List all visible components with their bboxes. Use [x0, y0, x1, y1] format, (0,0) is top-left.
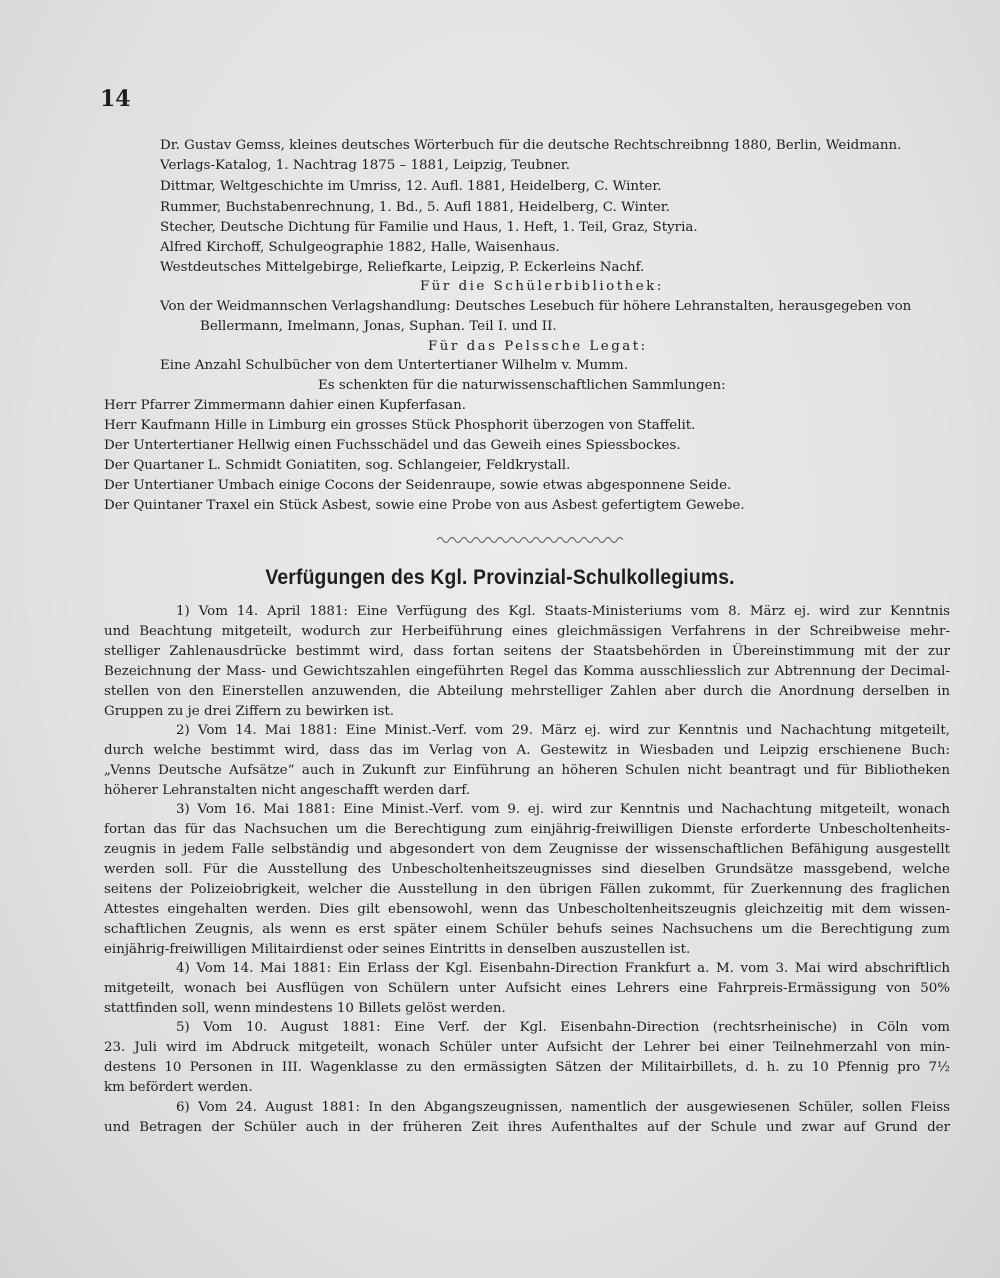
book-entry: Westdeutsches Mittelgebirge, Reliefkarte, Leipzig, P. Eckerleins Nachf.	[160, 260, 645, 275]
book-entry: Alfred Kirchoff, Schulgeographie 1882, Halle, Waisenhaus.	[160, 240, 560, 255]
book-entry: Dittmar, Weltgeschichte im Umriss, 12. Aufl. 1881, Heidelberg, C. Winter.	[160, 179, 662, 194]
decree-line: mitgeteilt, wonach bei Ausflügen von Schülern unter Aufsicht eines Lehrers eine Fahrpreis-Ermässigung von 50%	[104, 981, 950, 996]
decree-line: fortan das für das Nachsuchen um die Berechtigung zum einjährig-freiwilligen Dienste erforderte Unbescholtenheits-	[104, 822, 950, 837]
decree-line: Gruppen zu je drei Ziffern zu bewirken ist.	[104, 704, 394, 719]
book-entry: Dr. Gustav Gemss, kleines deutsches Wörterbuch für die deutsche Rechtschreibnng 1880, Berlin, Weidmann.	[160, 138, 902, 153]
page-number: 14	[100, 86, 131, 112]
decree-line: zeugnis in jedem Falle selbständig und abgesondert von dem Zeugnisse der wissenschaftlichen Befähigung ausgestellt	[104, 842, 950, 857]
library-heading: Für die Schülerbibliothek:	[420, 279, 664, 294]
library-entry-line: Von der Weidmannschen Verlagshandlung: Deutsches Lesebuch für höhere Lehranstalten, herausgegeben von	[160, 299, 912, 314]
decree-line: „Venns Deutsche Aufsätze“ auch in Zukunft zur Einführung an höheren Schulen nicht beantragt und für Bibliotheken	[104, 763, 950, 778]
decree-line: Attestes eingehalten werden. Dies gilt ebensowohl, wenn das Unbescholtenheitszeugnis gleichzeitig mit dem wissen-	[104, 902, 950, 917]
donation-entry: Der Quintaner Traxel ein Stück Asbest, sowie eine Probe von aus Asbest gefertigtem Gewebe.	[104, 498, 745, 513]
legat-entry: Eine Anzahl Schulbücher von dem Untertertianer Wilhelm v. Mumm.	[160, 358, 628, 373]
library-entry-line: Bellermann, Imelmann, Jonas, Suphan. Teil I. und II.	[200, 319, 557, 334]
book-entry: Stecher, Deutsche Dichtung für Familie und Haus, 1. Heft, 1. Teil, Graz, Styria.	[160, 220, 698, 235]
decree-line: seitens der Polizeiobrigkeit, welcher die Ausstellung in den übrigen Fällen zukommt, für Zuerkennung des fraglichen	[104, 882, 950, 897]
donation-entry: Herr Pfarrer Zimmermann dahier einen Kupferfasan.	[104, 398, 467, 413]
decree-line: km befördert werden.	[104, 1080, 253, 1095]
decree-line: schaftlichen Zeugnis, als wenn es erst später einem Schüler behufs seines Nachsuchens um die Berechtigung zum	[104, 922, 950, 937]
decree-line: 2) Vom 14. Mai 1881: Eine Minist.-Verf. vom 29. März ej. wird zur Kenntnis und Nachachtung mitgeteilt,	[176, 723, 950, 738]
decree-line: stattfinden soll, wenn mindestens 10 Billets gelöst werden.	[104, 1001, 506, 1016]
book-entry: Rummer, Buchstabenrechnung, 1. Bd., 5. Aufl 1881, Heidelberg, C. Winter.	[160, 200, 670, 215]
decree-line: und Beachtung mitgeteilt, wodurch zur Herbeiführung eines gleichmässigen Verfahrens in der Schreibweise mehr-	[104, 624, 950, 639]
donation-entry: Der Quartaner L. Schmidt Goniatiten, sog. Schlangeier, Feldkrystall.	[104, 458, 571, 473]
donation-entry: Herr Kaufmann Hille in Limburg ein grosses Stück Phosphorit überzogen von Staffelit.	[104, 418, 696, 433]
decree-line: 6) Vom 24. August 1881: In den Abgangszeugnissen, namentlich der ausgewiesenen Schüler, sollen Fleiss	[176, 1100, 950, 1115]
decree-line: 23. Juli wird im Abdruck mitgeteilt, wonach Schüler unter Aufsicht der Lehrer bei einer Teilnehmerzahl von min-	[104, 1040, 950, 1055]
decree-line: stellen von den Einerstellen anzuwenden, die Abteilung mehrstelliger Zahlen aber durch die Anordnung derselben in	[104, 684, 950, 699]
collections-heading: Es schenkten für die naturwissenschaftlichen Sammlungen:	[318, 378, 726, 393]
decree-line: 1) Vom 14. April 1881: Eine Verfügung des Kgl. Staats-Ministeriums vom 8. März ej. wird zur Kenntnis	[176, 604, 950, 619]
decree-line: und Betragen der Schüler auch in der früheren Zeit ihres Aufenthaltes auf der Schule und zwar auf Grund der	[104, 1120, 950, 1135]
decree-line: Bezeichnung der Mass- und Gewichtszahlen eingeführten Regel das Komma ausschliesslich zur Abtrennung der Decimal-	[104, 664, 950, 679]
section-title: Verfügungen des Kgl. Provinzial-Schulkollegiums.	[265, 566, 735, 589]
ornamental-divider	[437, 535, 623, 545]
decree-line: durch welche bestimmt wird, dass das im Verlag von A. Gestewitz in Wiesbaden und Leipzig erschienene Buch:	[104, 743, 950, 758]
legat-heading: Für das Pelssche Legat:	[428, 339, 648, 354]
decree-line: werden soll. Für die Ausstellung des Unbescholtenheitszeugnisses sind dieselben Grundsätze massgebend, welche	[104, 862, 950, 877]
decree-line: stelliger Zahlenausdrücke bestimmt wird, dass fortan seitens der Staatsbehörden in Übereinstimmung mit der zur	[104, 644, 950, 659]
decree-line: einjährig-freiwilligen Militairdienst oder seines Eintritts in denselben auszustellen ist.	[104, 942, 691, 957]
donation-entry: Der Untertertianer Hellwig einen Fuchsschädel und das Geweih eines Spiessbockes.	[104, 438, 681, 453]
decree-line: 3) Vom 16. Mai 1881: Eine Minist.-Verf. vom 9. ej. wird zur Kenntnis und Nachachtung mitgeteilt, wonach	[176, 802, 950, 817]
decree-line: höherer Lehranstalten nicht angeschafft werden darf.	[104, 783, 471, 798]
donation-entry: Der Untertianer Umbach einige Cocons der Seidenraupe, sowie etwas abgesponnene Seide.	[104, 478, 732, 493]
decree-line: 4) Vom 14. Mai 1881: Ein Erlass der Kgl. Eisenbahn-Direction Frankfurt a. M. vom 3. Mai wird abschriftlich	[176, 961, 950, 976]
book-entry: Verlags-Katalog, 1. Nachtrag 1875 – 1881, Leipzig, Teubner.	[160, 158, 570, 173]
decree-line: 5) Vom 10. August 1881: Eine Verf. der Kgl. Eisenbahn-Direction (rechtsrheinische) in Cöln vom	[176, 1020, 950, 1035]
decree-line: destens 10 Personen in III. Wagenklasse zu den ermässigten Sätzen der Militairbillets, d. h. zu 10 Pfennig pro 7½	[104, 1060, 950, 1075]
